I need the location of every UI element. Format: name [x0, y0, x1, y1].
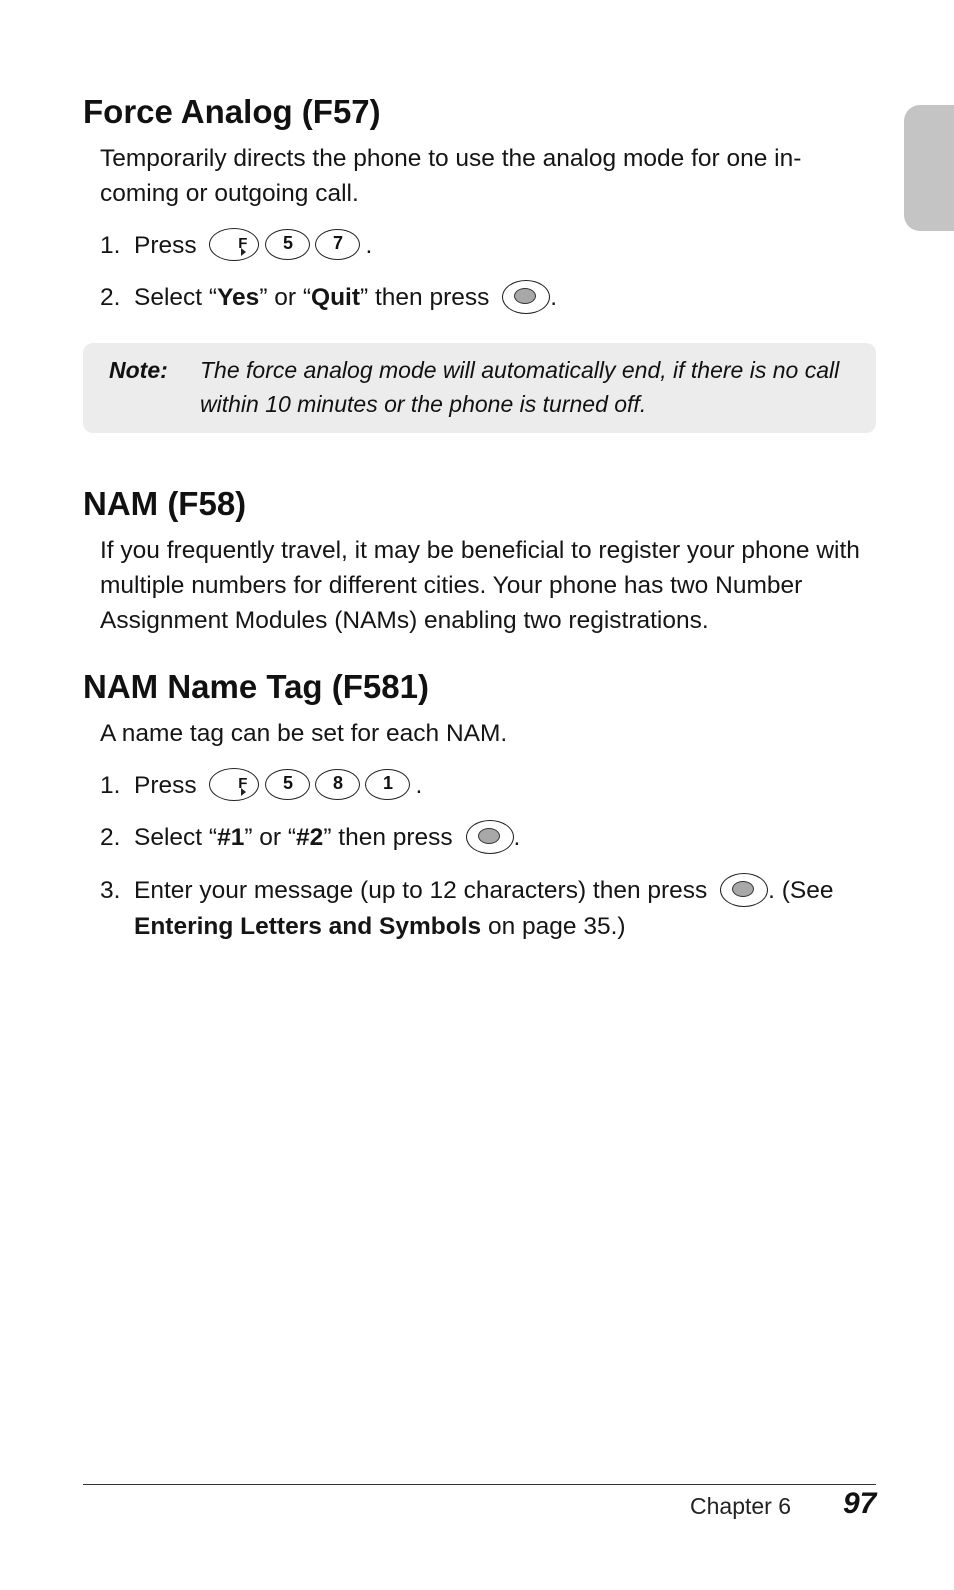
cross-reference-link: Entering Letters and Symbols	[134, 912, 482, 940]
heading-force-analog: Force Analog (F57)	[83, 93, 381, 130]
note-text: The force analog mode will automatically end, if there is no call within 10 minutes or the phone is turned off.	[200, 357, 840, 417]
footer-chapter: Chapter 6	[690, 1493, 792, 1519]
step-text: Press	[134, 232, 197, 259]
heading-nam-name-tag: NAM Name Tag (F581)	[83, 668, 429, 705]
nam-name-tag-description: A name tag can be set for each NAM.	[100, 720, 508, 747]
option-2: #2	[296, 824, 324, 851]
f-key-icon: F	[209, 228, 259, 261]
option-quit: Quit	[311, 284, 361, 311]
option-yes: Yes	[217, 284, 260, 311]
key-5-icon: 5	[265, 229, 310, 260]
footer-rule	[83, 1484, 876, 1485]
page-number: 97	[843, 1487, 877, 1520]
ok-key-icon	[502, 280, 550, 314]
key-1-icon: 1	[365, 769, 410, 800]
ok-key-icon	[466, 820, 514, 854]
chapter-tab-marker	[904, 105, 954, 231]
force-analog-description: Temporarily directs the phone to use the analog mode for one incoming or outgoing call.	[100, 145, 802, 207]
step-number: 1.	[100, 772, 121, 799]
note-box	[83, 343, 876, 433]
key-7-icon: 7	[315, 229, 360, 260]
ok-key-icon	[720, 873, 768, 907]
key-8-icon: 8	[315, 769, 360, 800]
step-number: 2.	[100, 284, 121, 311]
option-1: #1	[217, 824, 245, 851]
note-label: Note:	[109, 357, 168, 383]
step-number: 1.	[100, 232, 121, 259]
step-text: Press	[134, 772, 197, 799]
step-number: 3.	[100, 877, 121, 904]
nam-name-tag-step-3: 3. Enter your message (up to 12 characters) then press . (See Entering Letters and Symbols on page 35.)	[100, 873, 870, 943]
nam-description: If you frequently travel, it may be beneficial to register your phone with multiple numbers for different cities. Your phone has two Number Assignment Modules (NAMs) enabling two registrations.	[100, 537, 860, 634]
heading-nam: NAM (F58)	[83, 485, 247, 522]
step-number: 2.	[100, 824, 121, 851]
f-key-icon: F	[209, 768, 259, 801]
key-5-icon: 5	[265, 769, 310, 800]
